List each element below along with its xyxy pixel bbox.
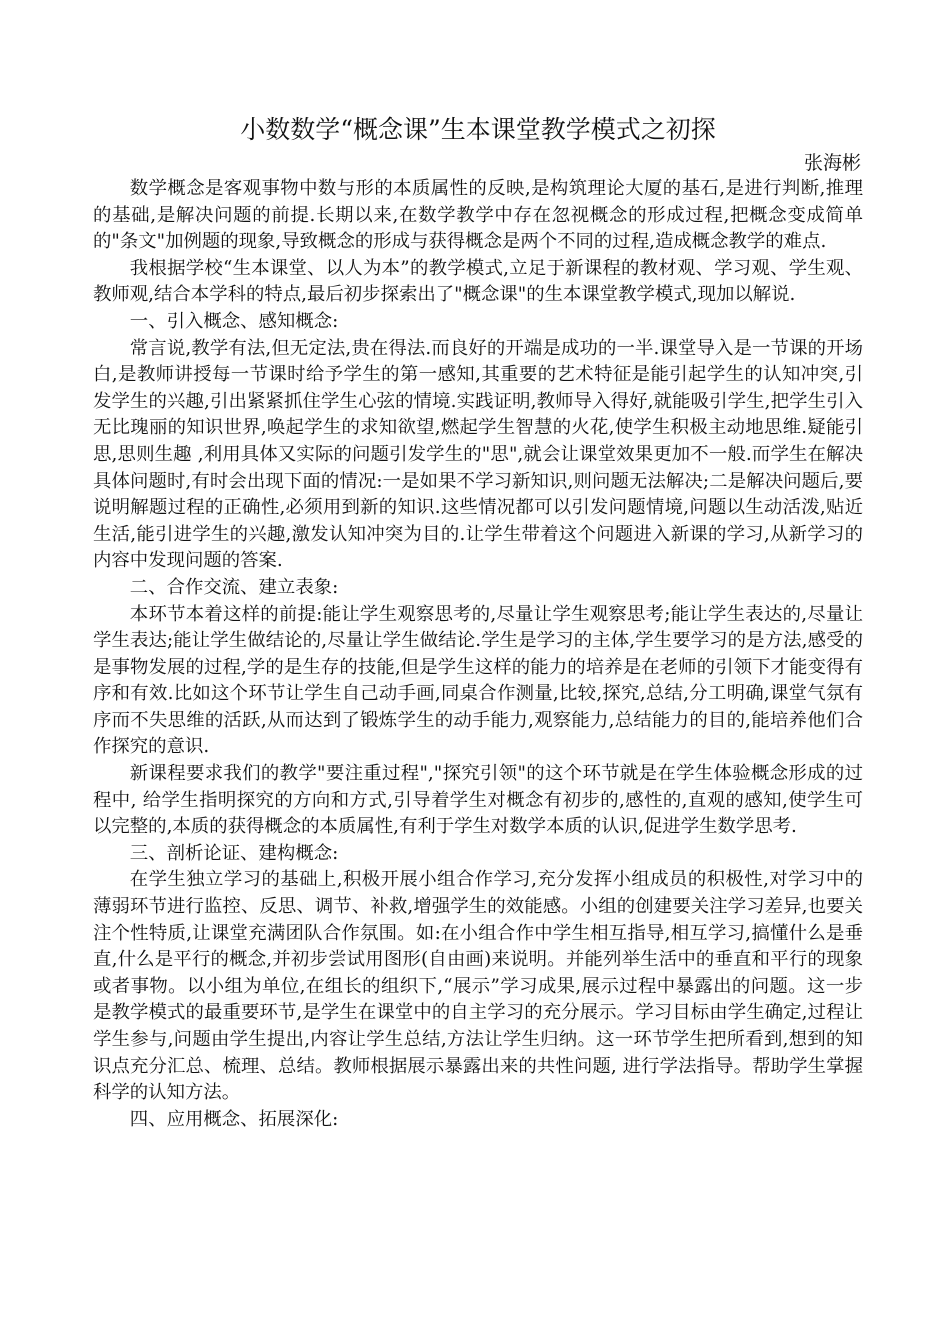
paragraph-section-2b: 新课程要求我们的教学"要注重过程","探究引领"的这个环节就是在学生体验概念形成的过程中, 给学生指明探究的方向和方式,引导着学生对概念有初步的,感性的,直观的感知,使学生可以完整的,本质的获得概念的本质属性,有利于学生对数学本质的认识,促进学生数学思考. — [93, 763, 863, 838]
section-heading-3: 三、剖析论证、建构概念: — [129, 842, 339, 864]
section-heading-1: 一、引入概念、感知概念: — [129, 310, 339, 332]
section-heading-2: 二、合作交流、建立表象: — [129, 576, 339, 598]
section-heading-4: 四、应用概念、拓展深化: — [129, 1108, 339, 1130]
paragraph-section-3: 在学生独立学习的基础上,积极开展小组合作学习,充分发挥小组成员的积极性,对学习中的薄弱环节进行监控、反思、调节、补救,增强学生的效能感。小组的创建要关注学习差异,也要关注个性特质,让课堂充满团队合作氛围。如:在小组合作中学生相互指导,相互学习,搞懂什么是垂直,什么是平行的概念,并初步尝试用图形(自由画)来说明。并能列举生活中的垂直和平行的现象或者事物。以小组为单位,在组长的组织下,“展示”学习成果,展示过程中暴露出的问题。这一步是教学模式的最重要环节,是学生在课堂中的自主学习的充分展示。学习目标由学生确定,过程让学生参与,问题由学生提出,内容让学生总结,方法让学生归纳。这一环节学生把所看到,想到的知识点充分汇总、梳理、总结。教师根据展示暴露出来的共性问题, 进行学法指导。帮助学生掌握科学的认知方法。 — [93, 869, 863, 1104]
document-page — [93, 110, 863, 1133]
paragraph-section-2a: 本环节本着这样的前提:能让学生观察思考的,尽量让学生观察思考;能让学生表达的,尽量让学生表达;能让学生做结论的,尽量让学生做结论.学生是学习的主体,学生要学习的是方法,感受的是事物发展的过程,学的是生存的技能,但是学生这样的能力的培养是在老师的引领下才能变得有序和有效.比如这个环节让学生自己动手画,同桌合作测量,比较,探究,总结,分工明确,课堂气氛有序而不失思维的活跃,从而达到了锻炼学生的动手能力,观察能力,总结能力的目的,能培养他们合作探究的意识. — [93, 603, 863, 758]
paragraph-section-1: 常言说,教学有法,但无定法,贵在得法.而良好的开端是成功的一半.课堂导入是一节课的开场白,是教师讲授每一节课时给予学生的第一感知,其重要的艺术特征是能引起学生的认知冲突,引发学生的兴趣,引出紧紧抓住学生心弦的情境.实践证明,教师导入得好,就能吸引学生,把学生引入无比瑰丽的知识世界,唤起学生的求知欲望,燃起学生智慧的火花,使学生积极主动地思维.疑能引思,思则生趣 ,利用具体又实际的问题引发学生的"思",就会让课堂效果更加不一般.而学生在解决具体问题时,有时会出现下面的情况:一是如果不学习新知识,则问题无法解决;二是解决问题后,要说明解题过程的正确性,必须用到新的知识.这些情况都可以引发问题情境,问题以生动活泼,贴近生活,能引进学生的兴趣,激发认知冲突为目的.让学生带着这个问题进入新课的学习,从新学习的内容中发现问题的答案. — [93, 337, 863, 572]
author-name: 张海彬 — [803, 152, 861, 174]
document-title: 小数数学“概念课”生本课堂教学模式之初探 — [240, 115, 716, 144]
paragraph-intro: 数学概念是客观事物中数与形的本质属性的反映,是构筑理论大厦的基石,是进行判断,推理的基础,是解决问题的前提.长期以来,在数学教学中存在忽视概念的形成过程,把概念变成简单的"条文"加例题的现象,导致概念的形成与获得概念是两个不同的过程,造成概念教学的难点. — [93, 178, 863, 253]
document-body — [93, 176, 863, 1133]
paragraph-model: 我根据学校“生本课堂、以人为本”的教学模式,立足于新课程的教材观、学习观、学生观、教师观,结合本学科的特点,最后初步探索出了"概念课"的生本课堂教学模式,现加以解说. — [93, 257, 863, 306]
